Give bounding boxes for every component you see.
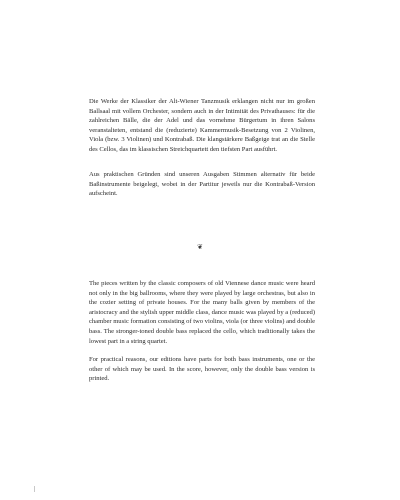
german-paragraph-1: Die Werke der Klassiker der Alt-Wiener Tanzmusik erklangen nicht nur im großen Ballsaal mit vollem Orchester, sondern auch in der Intimität des Privathauses: für die zahlreichen Bälle, die der Adel und das vornehme Bürgertum in ihren Salons veranstalteten, entstand die (reduzierte) Kammermusik-Besetzung von 2 Violinen, Viola (bzw. 3 Violinen) und Kontrabaß. Die klangstärkere Baßgeige trat an die Stelle des Cellos, das im klassischen Streichquartett den tiefsten Part ausführt. xyxy=(89,98,315,153)
english-paragraph-2: For practical reasons, our editions have parts for both bass instruments, one or the other of which may be used. In the score, however, only the double bass version is printed. xyxy=(89,356,315,383)
ornament-divider-icon: ❦ xyxy=(197,243,203,251)
page-corner-mark xyxy=(34,486,35,492)
english-paragraph-1: The pieces written by the classic composers of old Viennese dance music were heard not only in the big ballrooms, where they were played by large orchestras, but also in the cozier setting of private houses. For the many balls given by members of the aristocracy and the stylish upper middle class, dance music was played by a (reduced) chamber music formation consisting of two violins, viola (or three violins) and double bass. The stronger-toned double bass replaced the cello, which traditionally takes the lowest part in a string quartet. xyxy=(89,280,315,345)
german-paragraph-2: Aus praktischen Gründen sind unseren Ausgaben Stimmen alternativ für beide Baßinstrumente beigelegt, wobei in der Partitur jeweils nur die Kontrabaß-Version aufscheint. xyxy=(89,171,315,198)
